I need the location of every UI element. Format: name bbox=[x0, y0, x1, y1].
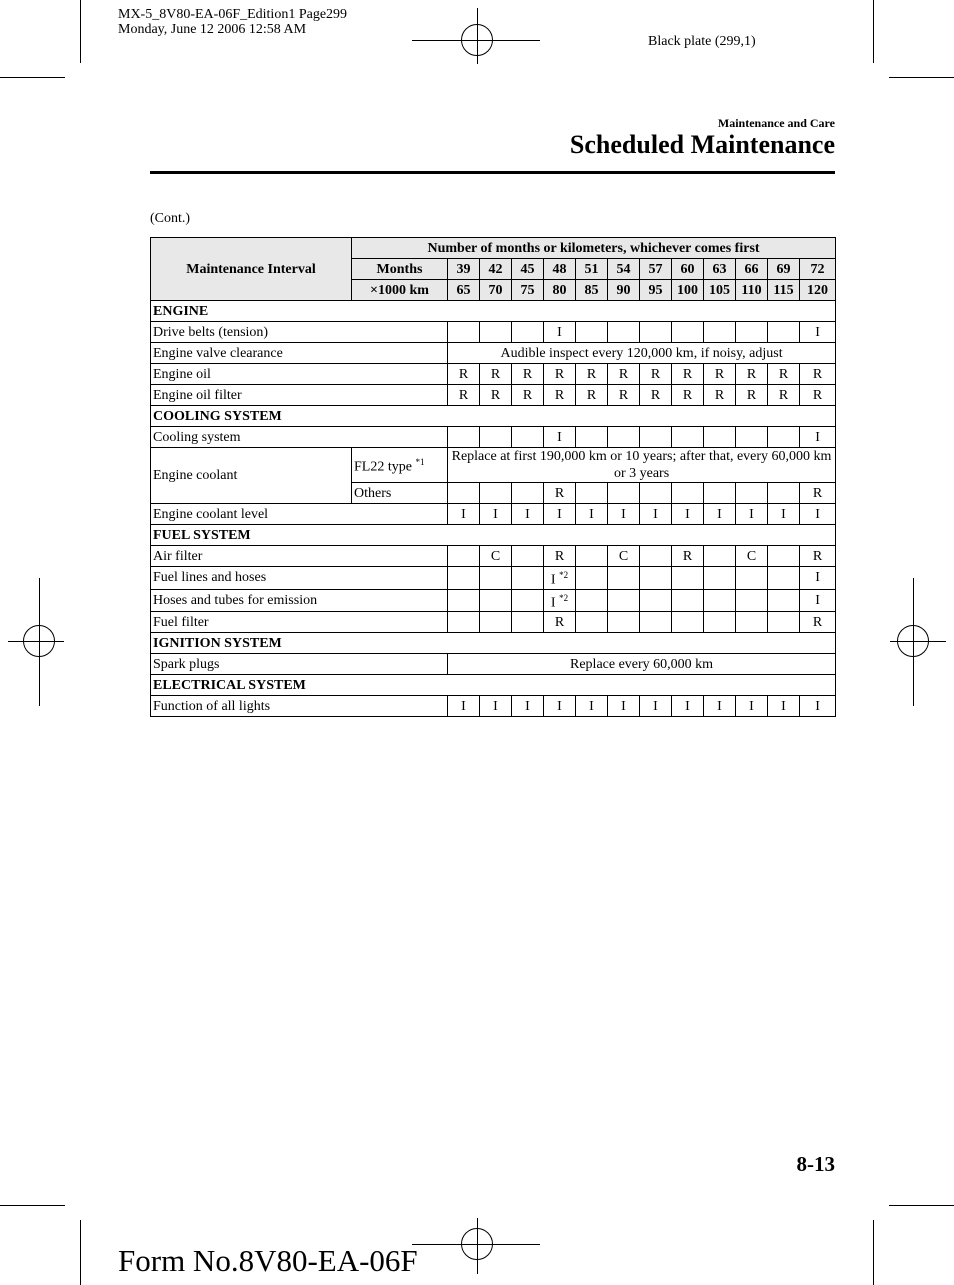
interval-cell bbox=[448, 483, 480, 504]
interval-cell bbox=[640, 612, 672, 633]
table-row bbox=[151, 364, 836, 385]
km-value: 100 bbox=[672, 280, 704, 301]
interval-cell bbox=[800, 427, 836, 448]
span-header: Number of months or kilometers, whichever comes first bbox=[352, 238, 836, 259]
interval-mark: R bbox=[618, 366, 629, 382]
interval-mark: I bbox=[815, 506, 820, 522]
interval-mark: I bbox=[815, 324, 820, 340]
months-value: 72 bbox=[800, 259, 836, 280]
item-label: Cooling system bbox=[151, 427, 448, 448]
interval-cell bbox=[704, 567, 736, 590]
interval-cell bbox=[608, 612, 640, 633]
interval-cell bbox=[512, 589, 544, 612]
interval-cell bbox=[768, 427, 800, 448]
table-row bbox=[151, 546, 836, 567]
interval-mark: R bbox=[554, 387, 565, 403]
interval-cell bbox=[672, 546, 704, 567]
interval-cell bbox=[672, 589, 704, 612]
table-row bbox=[151, 322, 836, 343]
interval-mark: I bbox=[461, 698, 466, 714]
interval-cell bbox=[640, 567, 672, 590]
interval-cell bbox=[512, 696, 544, 717]
interval-cell bbox=[608, 364, 640, 385]
interval-mark: R bbox=[682, 366, 693, 382]
interval-cell bbox=[800, 612, 836, 633]
interval-mark: I bbox=[685, 506, 690, 522]
crop-mark bbox=[0, 77, 65, 78]
interval-cell bbox=[704, 385, 736, 406]
crop-mark bbox=[873, 1220, 874, 1285]
interval-mark: C bbox=[746, 548, 757, 564]
interval-cell bbox=[640, 427, 672, 448]
interval-mark: R bbox=[714, 366, 725, 382]
plate-label: Black plate (299,1) bbox=[648, 34, 756, 49]
interval-cell bbox=[448, 546, 480, 567]
interval-cell bbox=[576, 483, 608, 504]
months-value: 66 bbox=[736, 259, 768, 280]
interval-cell bbox=[544, 696, 576, 717]
item-label: Engine coolant level bbox=[151, 504, 448, 525]
interval-cell bbox=[448, 589, 480, 612]
item-label: Engine oil bbox=[151, 364, 448, 385]
interval-cell bbox=[480, 546, 512, 567]
interval-cell bbox=[608, 322, 640, 343]
km-value: 70 bbox=[480, 280, 512, 301]
interval-mark: R bbox=[522, 366, 533, 382]
interval-cell bbox=[768, 364, 800, 385]
interval-cell bbox=[704, 483, 736, 504]
interval-cell bbox=[704, 364, 736, 385]
interval-mark: R bbox=[650, 366, 661, 382]
page-title: Scheduled Maintenance bbox=[569, 130, 835, 159]
interval-cell bbox=[704, 589, 736, 612]
km-value: 65 bbox=[448, 280, 480, 301]
fl22-label: FL22 type bbox=[354, 459, 412, 475]
interval-cell bbox=[480, 612, 512, 633]
interval-mark: R bbox=[682, 387, 693, 403]
months-value: 39 bbox=[448, 259, 480, 280]
km-value: 75 bbox=[512, 280, 544, 301]
interval-cell bbox=[736, 322, 768, 343]
interval-mark: I bbox=[589, 506, 594, 522]
interval-cell bbox=[512, 385, 544, 406]
interval-mark: R bbox=[812, 366, 823, 382]
km-value: 90 bbox=[608, 280, 640, 301]
print-slug-file: MX-5_8V80-EA-06F_Edition1 Page299 bbox=[118, 7, 348, 22]
interval-cell bbox=[576, 612, 608, 633]
section-label: Maintenance and Care bbox=[717, 116, 835, 130]
interval-cell bbox=[672, 427, 704, 448]
months-value: 54 bbox=[608, 259, 640, 280]
interval-cell bbox=[608, 504, 640, 525]
interval-note: Replace every 60,000 km bbox=[448, 654, 836, 675]
interval-cell bbox=[512, 546, 544, 567]
interval-cell bbox=[800, 589, 836, 612]
interval-cell bbox=[672, 483, 704, 504]
interval-cell bbox=[512, 364, 544, 385]
section-heading: FUEL SYSTEM bbox=[151, 525, 836, 546]
item-label: Engine valve clearance bbox=[151, 343, 448, 364]
interval-cell bbox=[480, 589, 512, 612]
km-header: ×1000 km bbox=[352, 280, 448, 301]
interval-mark: I bbox=[525, 506, 530, 522]
title-rule bbox=[150, 171, 835, 174]
interval-cell bbox=[736, 364, 768, 385]
maintenance-table bbox=[150, 237, 836, 717]
interval-cell bbox=[576, 322, 608, 343]
interval-mark: I bbox=[815, 570, 820, 586]
interval-cell bbox=[768, 696, 800, 717]
months-value: 45 bbox=[512, 259, 544, 280]
interval-cell bbox=[544, 612, 576, 633]
interval-mark: I bbox=[653, 506, 658, 522]
section-row bbox=[151, 633, 836, 654]
interval-cell bbox=[608, 589, 640, 612]
interval-cell bbox=[736, 567, 768, 590]
months-value: 63 bbox=[704, 259, 736, 280]
interval-mark: R bbox=[682, 548, 693, 564]
interval-cell bbox=[480, 322, 512, 343]
interval-cell bbox=[800, 322, 836, 343]
crop-mark bbox=[889, 1205, 954, 1206]
interval-mark: R bbox=[618, 387, 629, 403]
interval-cell bbox=[736, 589, 768, 612]
interval-mark: R bbox=[746, 387, 757, 403]
months-header: Months bbox=[352, 259, 448, 280]
interval-cell bbox=[448, 612, 480, 633]
interval-cell bbox=[512, 427, 544, 448]
interval-cell bbox=[480, 385, 512, 406]
interval-cell bbox=[640, 696, 672, 717]
interval-cell bbox=[800, 696, 836, 717]
interval-cell bbox=[448, 504, 480, 525]
interval-mark: I bbox=[815, 592, 820, 608]
section-row bbox=[151, 675, 836, 696]
interval-mark: C bbox=[618, 548, 629, 564]
interval-mark: R bbox=[490, 387, 501, 403]
item-label: Hoses and tubes for emission bbox=[151, 589, 448, 612]
interval-cell: R bbox=[800, 483, 836, 504]
footnote-ref: *2 bbox=[559, 592, 569, 603]
interval-mark: I bbox=[749, 506, 754, 522]
interval-cell bbox=[576, 385, 608, 406]
interval-cell bbox=[736, 546, 768, 567]
interval-cell bbox=[608, 546, 640, 567]
interval-cell bbox=[512, 504, 544, 525]
interval-mark: R bbox=[458, 366, 469, 382]
interval-mark: I bbox=[717, 506, 722, 522]
interval-cell bbox=[736, 504, 768, 525]
interval-cell bbox=[608, 483, 640, 504]
interval-cell bbox=[704, 322, 736, 343]
interval-mark: I bbox=[653, 698, 658, 714]
interval-cell bbox=[544, 427, 576, 448]
crop-mark bbox=[0, 1205, 65, 1206]
interval-cell bbox=[608, 385, 640, 406]
interval-cell bbox=[480, 427, 512, 448]
km-value: 120 bbox=[800, 280, 836, 301]
km-value: 80 bbox=[544, 280, 576, 301]
table-row bbox=[151, 589, 836, 612]
interval-cell bbox=[448, 696, 480, 717]
print-slug-date: Monday, June 12 2006 12:58 AM bbox=[118, 22, 307, 37]
interval-cell bbox=[736, 427, 768, 448]
interval-mark: I bbox=[550, 595, 556, 611]
interval-cell bbox=[576, 504, 608, 525]
crop-mark bbox=[80, 1220, 81, 1285]
interval-cell bbox=[800, 385, 836, 406]
interval-cell bbox=[448, 427, 480, 448]
months-value: 48 bbox=[544, 259, 576, 280]
interval-mark: I bbox=[781, 506, 786, 522]
interval-cell bbox=[512, 483, 544, 504]
interval-cell bbox=[608, 567, 640, 590]
interval-cell bbox=[704, 612, 736, 633]
crop-mark bbox=[889, 77, 954, 78]
interval-cell bbox=[576, 696, 608, 717]
interval-cell bbox=[544, 385, 576, 406]
section-row bbox=[151, 406, 836, 427]
interval-mark: R bbox=[778, 387, 789, 403]
interval-cell bbox=[576, 567, 608, 590]
interval-cell bbox=[768, 589, 800, 612]
interval-cell bbox=[608, 427, 640, 448]
interval-mark: R bbox=[554, 548, 565, 564]
interval-mark: R bbox=[554, 366, 565, 382]
sub-item-label bbox=[352, 448, 448, 483]
table-row bbox=[151, 385, 836, 406]
interval-mark: I bbox=[493, 698, 498, 714]
interval-cell bbox=[448, 322, 480, 343]
interval-cell bbox=[768, 322, 800, 343]
months-value: 42 bbox=[480, 259, 512, 280]
interval-cell bbox=[448, 567, 480, 590]
interval-cell bbox=[672, 567, 704, 590]
table-row bbox=[151, 696, 836, 717]
continued-label: (Cont.) bbox=[150, 211, 191, 226]
interval-cell bbox=[768, 483, 800, 504]
form-number: Form No.8V80-EA-06F bbox=[118, 1243, 418, 1278]
table-row bbox=[151, 567, 836, 590]
interval-cell bbox=[640, 546, 672, 567]
interval-mark: I bbox=[525, 698, 530, 714]
section-heading: IGNITION SYSTEM bbox=[151, 633, 836, 654]
table-row bbox=[151, 343, 836, 364]
interval-cell bbox=[480, 364, 512, 385]
months-value: 69 bbox=[768, 259, 800, 280]
interval-cell bbox=[480, 696, 512, 717]
interval-mark: R bbox=[586, 366, 597, 382]
interval-mark: I bbox=[550, 572, 556, 588]
item-label: Drive belts (tension) bbox=[151, 322, 448, 343]
page-number: 8-13 bbox=[796, 1152, 835, 1176]
interval-cell bbox=[768, 546, 800, 567]
interval-cell bbox=[736, 385, 768, 406]
interval-cell bbox=[448, 364, 480, 385]
interval-mark: I bbox=[621, 506, 626, 522]
interval-cell bbox=[768, 504, 800, 525]
interval-cell bbox=[448, 385, 480, 406]
interval-cell bbox=[672, 696, 704, 717]
interval-cell bbox=[736, 696, 768, 717]
interval-mark: I bbox=[557, 429, 562, 445]
crop-mark bbox=[80, 0, 81, 63]
interval-mark: I bbox=[815, 429, 820, 445]
interval-cell bbox=[800, 364, 836, 385]
interval-cell bbox=[480, 567, 512, 590]
footnote-ref: *2 bbox=[559, 570, 569, 580]
interval-cell: R bbox=[544, 483, 576, 504]
interval-note: Audible inspect every 120,000 km, if noisy, adjust bbox=[448, 343, 836, 364]
interval-mark: R bbox=[650, 387, 661, 403]
print-slug bbox=[118, 7, 347, 37]
interval-cell bbox=[608, 696, 640, 717]
interval-cell bbox=[544, 504, 576, 525]
interval-mark: I bbox=[717, 698, 722, 714]
header-row-span bbox=[151, 238, 836, 259]
item-label: Engine oil filter bbox=[151, 385, 448, 406]
interval-cell bbox=[672, 322, 704, 343]
interval-cell bbox=[768, 567, 800, 590]
interval-mark: R bbox=[812, 614, 823, 630]
interval-cell bbox=[672, 504, 704, 525]
section-row bbox=[151, 525, 836, 546]
interval-cell bbox=[736, 483, 768, 504]
months-value: 51 bbox=[576, 259, 608, 280]
interval-mark: I bbox=[557, 506, 562, 522]
months-value: 57 bbox=[640, 259, 672, 280]
section-heading: ENGINE bbox=[151, 301, 836, 322]
interval-cell bbox=[480, 504, 512, 525]
interval-cell bbox=[704, 696, 736, 717]
interval-cell bbox=[544, 364, 576, 385]
interval-cell bbox=[640, 322, 672, 343]
maintenance-interval-header: Maintenance Interval bbox=[151, 238, 352, 301]
interval-cell bbox=[640, 483, 672, 504]
interval-cell bbox=[768, 612, 800, 633]
interval-cell bbox=[640, 364, 672, 385]
interval-cell bbox=[704, 504, 736, 525]
interval-mark: R bbox=[812, 548, 823, 564]
interval-cell bbox=[544, 322, 576, 343]
interval-mark: R bbox=[586, 387, 597, 403]
interval-cell bbox=[800, 567, 836, 590]
interval-mark: R bbox=[746, 366, 757, 382]
interval-mark: R bbox=[778, 366, 789, 382]
interval-mark: I bbox=[781, 698, 786, 714]
interval-mark: R bbox=[522, 387, 533, 403]
interval-note: Replace at first 190,000 km or 10 years; after that, every 60,000 km or 3 years bbox=[448, 448, 836, 483]
item-label: Engine coolant bbox=[151, 448, 352, 504]
interval-mark: I bbox=[815, 698, 820, 714]
section-heading: ELECTRICAL SYSTEM bbox=[151, 675, 836, 696]
crop-mark bbox=[873, 0, 874, 63]
interval-mark: I bbox=[461, 506, 466, 522]
interval-cell bbox=[544, 546, 576, 567]
footnote-ref: *1 bbox=[415, 457, 425, 468]
interval-cell bbox=[640, 504, 672, 525]
interval-cell bbox=[672, 364, 704, 385]
interval-cell bbox=[640, 589, 672, 612]
interval-cell bbox=[544, 589, 576, 612]
km-value: 110 bbox=[736, 280, 768, 301]
interval-mark: I bbox=[493, 506, 498, 522]
months-value: 60 bbox=[672, 259, 704, 280]
table-row bbox=[151, 504, 836, 525]
item-label: Spark plugs bbox=[151, 654, 448, 675]
item-label: Fuel filter bbox=[151, 612, 448, 633]
interval-mark: I bbox=[621, 698, 626, 714]
interval-cell bbox=[704, 427, 736, 448]
interval-cell bbox=[576, 546, 608, 567]
interval-cell bbox=[800, 546, 836, 567]
interval-cell bbox=[576, 589, 608, 612]
interval-cell bbox=[512, 612, 544, 633]
interval-cell bbox=[576, 364, 608, 385]
interval-mark: R bbox=[490, 366, 501, 382]
interval-cell bbox=[672, 385, 704, 406]
section-row bbox=[151, 301, 836, 322]
interval-cell bbox=[768, 385, 800, 406]
item-label: Air filter bbox=[151, 546, 448, 567]
interval-cell bbox=[576, 427, 608, 448]
interval-cell bbox=[672, 612, 704, 633]
table-row bbox=[151, 427, 836, 448]
section-heading: COOLING SYSTEM bbox=[151, 406, 836, 427]
table-row bbox=[151, 612, 836, 633]
interval-cell bbox=[544, 567, 576, 590]
table-row bbox=[151, 448, 836, 483]
interval-mark: I bbox=[589, 698, 594, 714]
interval-cell bbox=[704, 546, 736, 567]
interval-mark: R bbox=[554, 614, 565, 630]
interval-mark: R bbox=[812, 387, 823, 403]
item-label: Function of all lights bbox=[151, 696, 448, 717]
interval-cell bbox=[800, 504, 836, 525]
km-value: 115 bbox=[768, 280, 800, 301]
interval-mark: I bbox=[557, 324, 562, 340]
interval-mark: R bbox=[458, 387, 469, 403]
interval-mark: I bbox=[557, 698, 562, 714]
table-row bbox=[151, 654, 836, 675]
interval-cell bbox=[640, 385, 672, 406]
interval-cell bbox=[512, 322, 544, 343]
interval-mark: C bbox=[490, 548, 501, 564]
interval-mark: R bbox=[714, 387, 725, 403]
interval-cell bbox=[736, 612, 768, 633]
sub-item-label: Others bbox=[352, 483, 448, 504]
km-value: 95 bbox=[640, 280, 672, 301]
interval-cell bbox=[480, 483, 512, 504]
interval-mark: I bbox=[685, 698, 690, 714]
km-value: 85 bbox=[576, 280, 608, 301]
interval-cell bbox=[512, 567, 544, 590]
interval-mark: I bbox=[749, 698, 754, 714]
km-value: 105 bbox=[704, 280, 736, 301]
item-label: Fuel lines and hoses bbox=[151, 567, 448, 590]
